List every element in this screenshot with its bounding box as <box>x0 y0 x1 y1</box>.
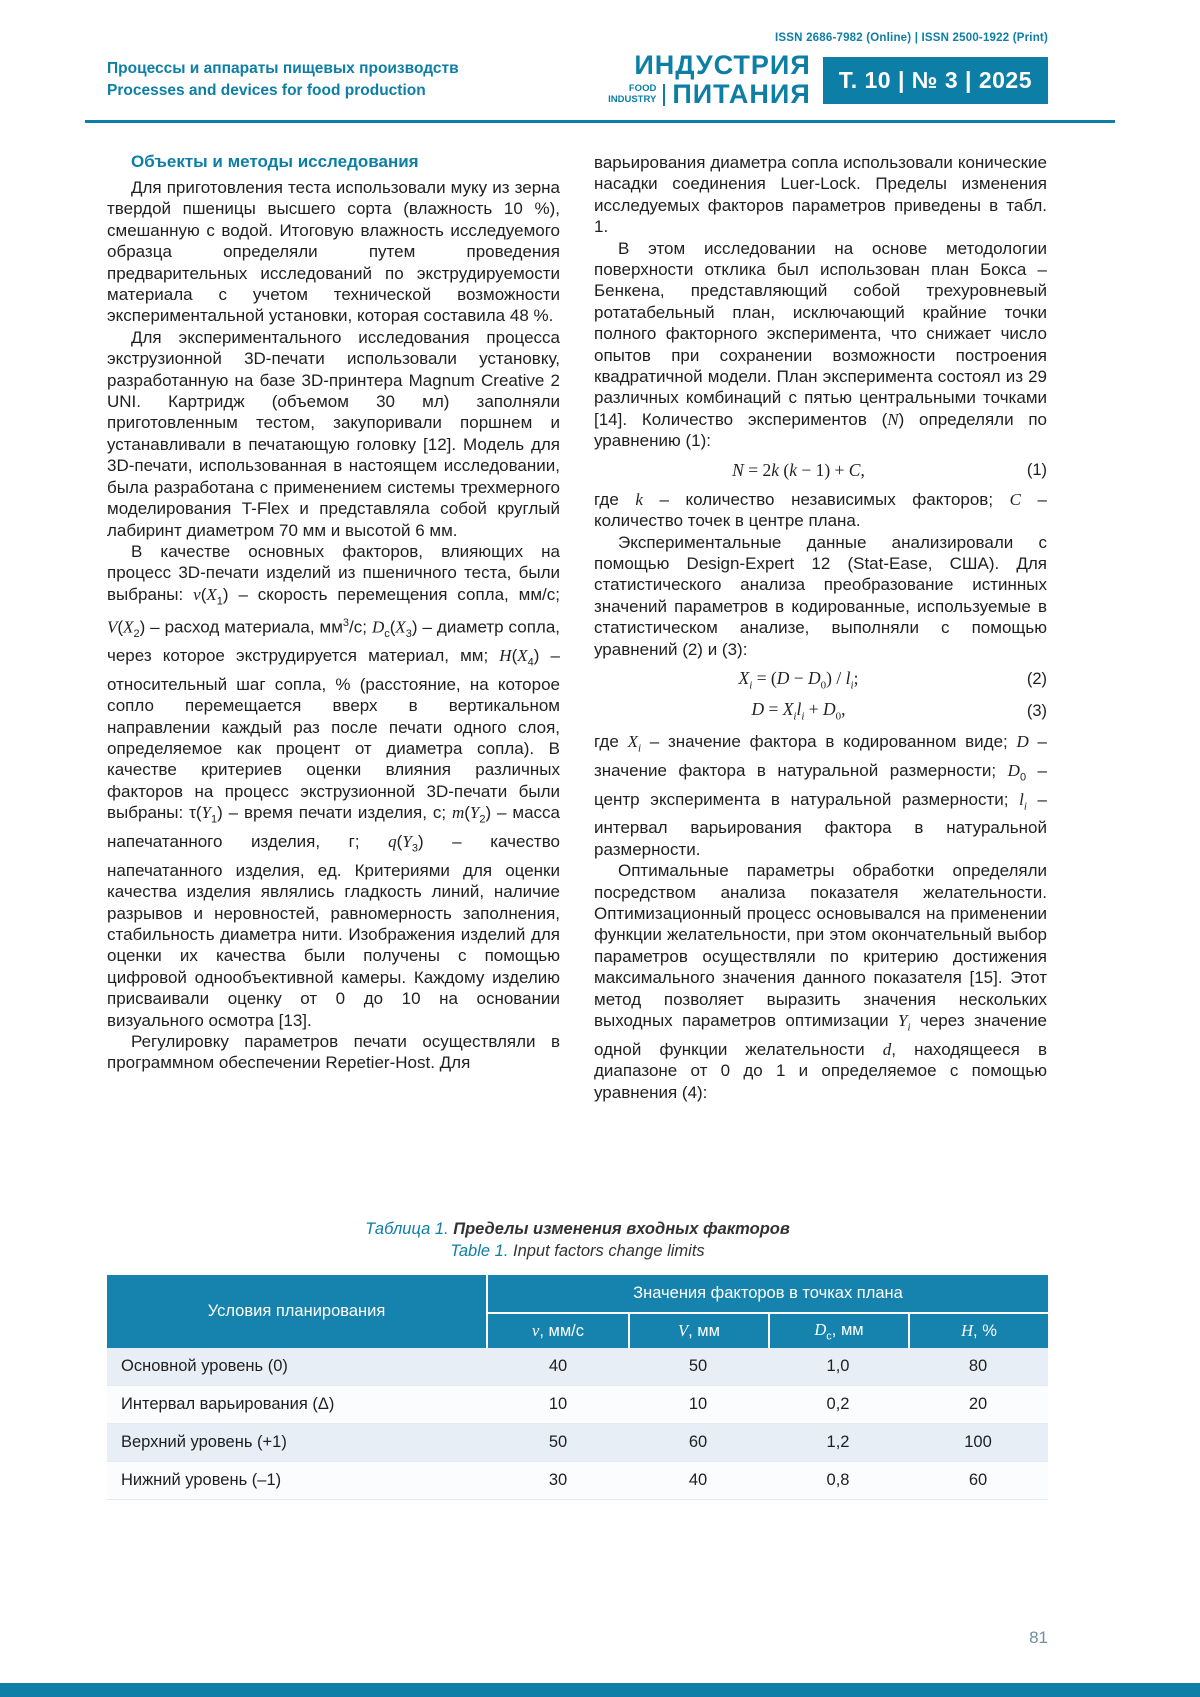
table-caption-en-text: Input factors change limits <box>513 1242 705 1261</box>
paragraph: Экспериментальные данные анализировали с помощью Design-Expert 12 (Stat-Ease, США). Для статистического анализа преобразование истинных значений параметров в кодированные, используемые в статистическом анализе, выполняли с помощью уравнений (2) и (3): <box>594 532 1047 659</box>
cell-value: 50 <box>488 1424 628 1462</box>
journal-en-food: FOOD <box>628 82 657 94</box>
table-header-v: v, мм/с <box>488 1314 628 1348</box>
table-caption-ru-text: Пределы изменения входных факторов <box>453 1220 790 1238</box>
table-row <box>107 1462 1048 1500</box>
cell-value: 30 <box>488 1462 628 1500</box>
equation-1 <box>594 460 1047 481</box>
equation-body: $D = X_il_i + D_0$, <box>751 699 846 723</box>
paragraph: Для приготовления теста использовали муку из зерна твердой пшеницы высшего сорта (влажность 10 %), смешанную с водой. Итоговую влажность исследуемого образца определяли путем проведения предварительных исследований по экструдируемости материала с учетом технической возможности экспериментальной установки, которая составила 48 %. <box>107 178 560 326</box>
paragraph: где $X_i$ – значение фактора в кодированном виде; D – значение фактора в натуральной размерности; $D_0$ – центр эксперимента в натуральной размерности; $l_i$ – интервал варьирования фактора в натуральной размерности. <box>594 731 1048 859</box>
cell-value: 50 <box>628 1348 768 1386</box>
section-title-ru: Процессы и аппараты пищевых производств <box>107 59 459 77</box>
table-section <box>107 1218 1048 1500</box>
cell-value: 1,2 <box>768 1424 908 1462</box>
cell-value: 80 <box>908 1348 1048 1386</box>
table-header-H: H, % <box>908 1314 1048 1348</box>
cell-value: 40 <box>488 1348 628 1386</box>
header-rule <box>85 120 1115 123</box>
cell-value: 100 <box>908 1424 1048 1462</box>
paragraph: Для экспериментального исследования процесса экструзионной 3D-печати использовали установку, разработанную на базе 3D-принтера Magnum Creative 2 UNI. Картридж (объемом 30 мл) заполняли приготовленным тестом, закупоривали поршнем и устанавливали в печатающую головку [12]. Модель для 3D-печати, использованная в настоящем исследовании, была разработана с применением системы трехмерного моделирования T-Flex и представляла собой круглый лабиринт диаметром 70 мм и высотой 6 мм. <box>107 327 560 540</box>
paragraph: Регулировку параметров печати осуществляли в программном обеспечении Repetier-Host. Для <box>107 1032 560 1073</box>
section-titles <box>107 58 459 103</box>
section-heading: Объекты и методы исследования <box>131 152 419 171</box>
table-header-conditions: Условия планирования <box>107 1275 488 1348</box>
page-header <box>107 52 1048 108</box>
journal-logo <box>608 52 1048 108</box>
equation-number: (1) <box>1026 460 1047 479</box>
table-caption <box>107 1218 1048 1263</box>
article-body <box>107 152 1048 1204</box>
row-label: Верхний уровень (+1) <box>107 1424 488 1462</box>
cell-value: 10 <box>488 1386 628 1424</box>
table-header-V: V, мм <box>628 1314 768 1348</box>
table-row <box>107 1348 1048 1386</box>
paragraph: варьирования диаметра сопла использовали конические насадки соединения Luer-Lock. Пределы изменения исследуемых факторов параметров приведены в табл. 1. <box>594 153 1047 237</box>
equation-body: N = 2k (k − 1) + C, <box>732 459 865 480</box>
factors-table <box>107 1275 1048 1500</box>
table-header-group: Значения факторов в точках плана <box>488 1275 1048 1314</box>
equation-2 <box>594 668 1047 692</box>
cell-value: 0,8 <box>768 1462 908 1500</box>
issn-line: ISSN 2686-7982 (Online) | ISSN 2500-1922 (Print) <box>775 32 1048 44</box>
cell-value: 10 <box>628 1386 768 1424</box>
footer-bar <box>0 1683 1200 1697</box>
right-column <box>594 152 1047 1204</box>
journal-word-pitaniya: ПИТАНИЯ <box>672 79 811 109</box>
equation-number: (3) <box>1026 701 1047 720</box>
section-title-en: Processes and devices for food production <box>107 82 426 99</box>
journal-name-en <box>608 84 656 106</box>
paragraph: где k – количество независимых факторов; C – количество точек в центре плана. <box>594 489 1047 531</box>
cell-value: 1,0 <box>768 1348 908 1386</box>
cell-value: 60 <box>908 1462 1048 1500</box>
table-header-Dc: $D_c$, мм <box>768 1314 908 1348</box>
left-column <box>107 152 560 1204</box>
paragraph: В качестве основных факторов, влияющих на процесс 3D-печати изделий из пшеничного теста, были выбраны: $v(X_1)$ – скорость перемещения сопла, мм/с; $V(X_2)$ – расход материала, $мм^3/с$; $D_c(X_3)$ – диаметр сопла, через которое экструдируется материал, мм; $H(X_4)$ – относительный шаг сопла, % (расстояние, на которое сопло перемещается вверх в вертикальном направлении каждый раз после печати одного слоя, определяемое как процент от диаметра сопла). В качестве критериев оценки влияния различных факторов на процесс экструзионной 3D-печати были выбраны: $\tau(Y_1)$ – время печати изделия, с; $m(Y_2)$ – масса напечатанного изделия, г; $q(Y_3)$ – качество напечатанного изделия, ед. Критериями для оценки качества изделия являлись гладкость линий, наличие разрывов и неровностей, равномерность заполнения, стабильность диаметра нити. Изображения изделий для оценки их качества были получены с помощью цифровой однообъективной камеры. Каждому изделию присваивали оценку от 0 до 10 на основании визуального осмотра [13]. <box>107 541 561 1030</box>
table-caption-en-label: Table 1. <box>450 1242 509 1261</box>
table-caption-ru <box>107 1218 1048 1240</box>
equation-number: (2) <box>1026 670 1047 689</box>
row-label: Интервал варьирования (Δ) <box>107 1386 488 1424</box>
table-caption-en <box>107 1240 1048 1262</box>
cell-value: 20 <box>908 1386 1048 1424</box>
table-row <box>107 1424 1048 1462</box>
row-label: Основной уровень (0) <box>107 1348 488 1386</box>
page-number: 81 <box>1029 1628 1048 1647</box>
logo-divider <box>663 84 665 106</box>
cell-value: 0,2 <box>768 1386 908 1424</box>
cell-value: 40 <box>628 1462 768 1500</box>
journal-en-industry: INDUSTRY <box>608 93 657 105</box>
journal-name-ru <box>608 52 811 108</box>
table-caption-ru-label: Таблица 1. <box>365 1220 449 1238</box>
paragraph: Оптимальные параметры обработки определяли посредством анализа показателя желательности. Оптимизационный процесс основывался на применении функции желательности, при этом окончательный выбор параметров осуществляли по критерию достижения максимального значения данного показателя [15]. Этот метод позволяет выразить значения нескольких выходных параметров оптимизации $Y_i$ через значение одной функции желательности d, находящееся в диапазоне от 0 до 1 и определяемое с помощью уравнения (4): <box>594 861 1047 1102</box>
equation-body: $X_i = (D - D_0) / l_i$; <box>738 667 859 692</box>
volume-issue-badge: Т. 10 | № 3 | 2025 <box>823 57 1048 104</box>
cell-value: 60 <box>628 1424 768 1462</box>
table-row <box>107 1386 1048 1424</box>
row-label: Нижний уровень (–1) <box>107 1462 488 1500</box>
paragraph: В этом исследовании на основе методологии поверхности отклика был использован план Бокса – Бенкена, представляющий собой трехуровневый ротатабельный план, исключающий крайние точки полного факторного эксперимента, что снижает число опытов при сохранении возможности построения квадратичной модели. План эксперимента состоял из 29 различных комбинаций с пятью центральными точками [14]. Количество экспериментов (N) определяли по уравнению (1): <box>594 238 1047 451</box>
journal-word-industriya: ИНДУСТРИЯ <box>634 50 811 80</box>
equation-3 <box>594 699 1047 723</box>
